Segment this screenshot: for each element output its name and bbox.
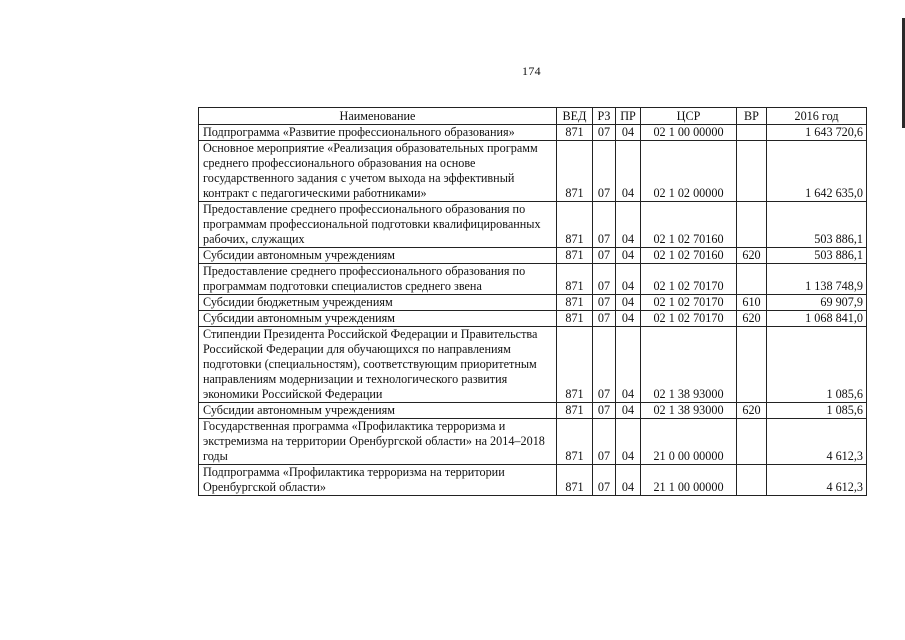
row-name: Субсидии автономным учреждениям [199, 403, 557, 419]
row-rz: 07 [593, 403, 616, 419]
header-vr: ВР [737, 108, 767, 125]
table-header-row [199, 108, 867, 125]
row-rz: 07 [593, 295, 616, 311]
row-ved: 871 [557, 327, 593, 403]
row-ved: 871 [557, 465, 593, 496]
row-ved: 871 [557, 311, 593, 327]
row-csr: 21 1 00 00000 [641, 465, 737, 496]
row-vr [737, 419, 767, 465]
table-row [199, 248, 867, 264]
table-row [199, 403, 867, 419]
row-amount: 1 138 748,9 [767, 264, 867, 295]
row-pr: 04 [616, 311, 641, 327]
row-csr: 02 1 02 70160 [641, 202, 737, 248]
row-ved: 871 [557, 403, 593, 419]
row-pr: 04 [616, 295, 641, 311]
header-pr: ПР [616, 108, 641, 125]
row-pr: 04 [616, 419, 641, 465]
row-pr: 04 [616, 248, 641, 264]
row-ved: 871 [557, 419, 593, 465]
budget-table [198, 107, 867, 496]
row-csr: 02 1 38 93000 [641, 403, 737, 419]
page-number: 174 [522, 64, 541, 78]
header-ved: ВЕД [557, 108, 593, 125]
row-name: Предоставление среднего профессионального образования по программам профессиональной подготовки квалифицированных рабочих, служащих [199, 202, 557, 248]
row-name: Субсидии автономным учреждениям [199, 248, 557, 264]
row-amount: 1 068 841,0 [767, 311, 867, 327]
table-row [199, 295, 867, 311]
row-name: Государственная программа «Профилактика терроризма и экстремизма на территории Оренбургской области» на 2014–2018 годы [199, 419, 557, 465]
row-name: Стипендии Президента Российской Федерации и Правительства Российской Федерации для обучающихся по направлениям подготовки (специальностям), соответствующим приоритетным направлениям модернизации и технологического развития экономики Российской Федерации [199, 327, 557, 403]
row-amount: 4 612,3 [767, 419, 867, 465]
row-vr: 620 [737, 311, 767, 327]
row-csr: 02 1 02 70160 [641, 248, 737, 264]
row-amount: 69 907,9 [767, 295, 867, 311]
row-vr [737, 327, 767, 403]
row-rz: 07 [593, 327, 616, 403]
table-row [199, 202, 867, 248]
row-csr: 02 1 02 70170 [641, 295, 737, 311]
row-name: Подпрограмма «Профилактика терроризма на территории Оренбургской области» [199, 465, 557, 496]
row-vr [737, 125, 767, 141]
header-rz: РЗ [593, 108, 616, 125]
row-rz: 07 [593, 419, 616, 465]
row-amount: 1 085,6 [767, 327, 867, 403]
row-vr: 610 [737, 295, 767, 311]
header-year: 2016 год [767, 108, 867, 125]
row-rz: 07 [593, 248, 616, 264]
row-csr: 21 0 00 00000 [641, 419, 737, 465]
row-rz: 07 [593, 311, 616, 327]
row-csr: 02 1 02 00000 [641, 141, 737, 202]
table-row [199, 141, 867, 202]
row-rz: 07 [593, 465, 616, 496]
row-name: Подпрограмма «Развитие профессионального образования» [199, 125, 557, 141]
row-name: Субсидии автономным учреждениям [199, 311, 557, 327]
row-vr [737, 141, 767, 202]
row-pr: 04 [616, 327, 641, 403]
row-pr: 04 [616, 465, 641, 496]
table-row [199, 465, 867, 496]
row-pr: 04 [616, 202, 641, 248]
row-pr: 04 [616, 403, 641, 419]
row-vr: 620 [737, 248, 767, 264]
row-vr [737, 264, 767, 295]
row-name: Субсидии бюджетным учреждениям [199, 295, 557, 311]
row-ved: 871 [557, 141, 593, 202]
row-name: Предоставление среднего профессионального образования по программам подготовки специалистов среднего звена [199, 264, 557, 295]
table-row [199, 311, 867, 327]
row-amount: 503 886,1 [767, 202, 867, 248]
row-csr: 02 1 02 70170 [641, 311, 737, 327]
row-rz: 07 [593, 202, 616, 248]
row-amount: 1 085,6 [767, 403, 867, 419]
row-name: Основное мероприятие «Реализация образовательных программ среднего профессионального образования на основе государственного задания с учетом выхода на эффективный контракт с педагогическими работниками» [199, 141, 557, 202]
header-csr: ЦСР [641, 108, 737, 125]
row-ved: 871 [557, 264, 593, 295]
page-number-container [0, 64, 905, 79]
table-row [199, 264, 867, 295]
row-amount: 1 643 720,6 [767, 125, 867, 141]
row-vr: 620 [737, 403, 767, 419]
row-pr: 04 [616, 141, 641, 202]
table-row [199, 419, 867, 465]
header-name: Наименование [199, 108, 557, 125]
table-row [199, 327, 867, 403]
row-csr: 02 1 38 93000 [641, 327, 737, 403]
row-vr [737, 202, 767, 248]
row-pr: 04 [616, 264, 641, 295]
row-ved: 871 [557, 202, 593, 248]
row-csr: 02 1 00 00000 [641, 125, 737, 141]
row-vr [737, 465, 767, 496]
row-ved: 871 [557, 248, 593, 264]
row-csr: 02 1 02 70170 [641, 264, 737, 295]
row-rz: 07 [593, 141, 616, 202]
row-rz: 07 [593, 125, 616, 141]
row-pr: 04 [616, 125, 641, 141]
row-amount: 1 642 635,0 [767, 141, 867, 202]
row-rz: 07 [593, 264, 616, 295]
table-row [199, 125, 867, 141]
row-ved: 871 [557, 295, 593, 311]
row-amount: 4 612,3 [767, 465, 867, 496]
row-amount: 503 886,1 [767, 248, 867, 264]
row-ved: 871 [557, 125, 593, 141]
